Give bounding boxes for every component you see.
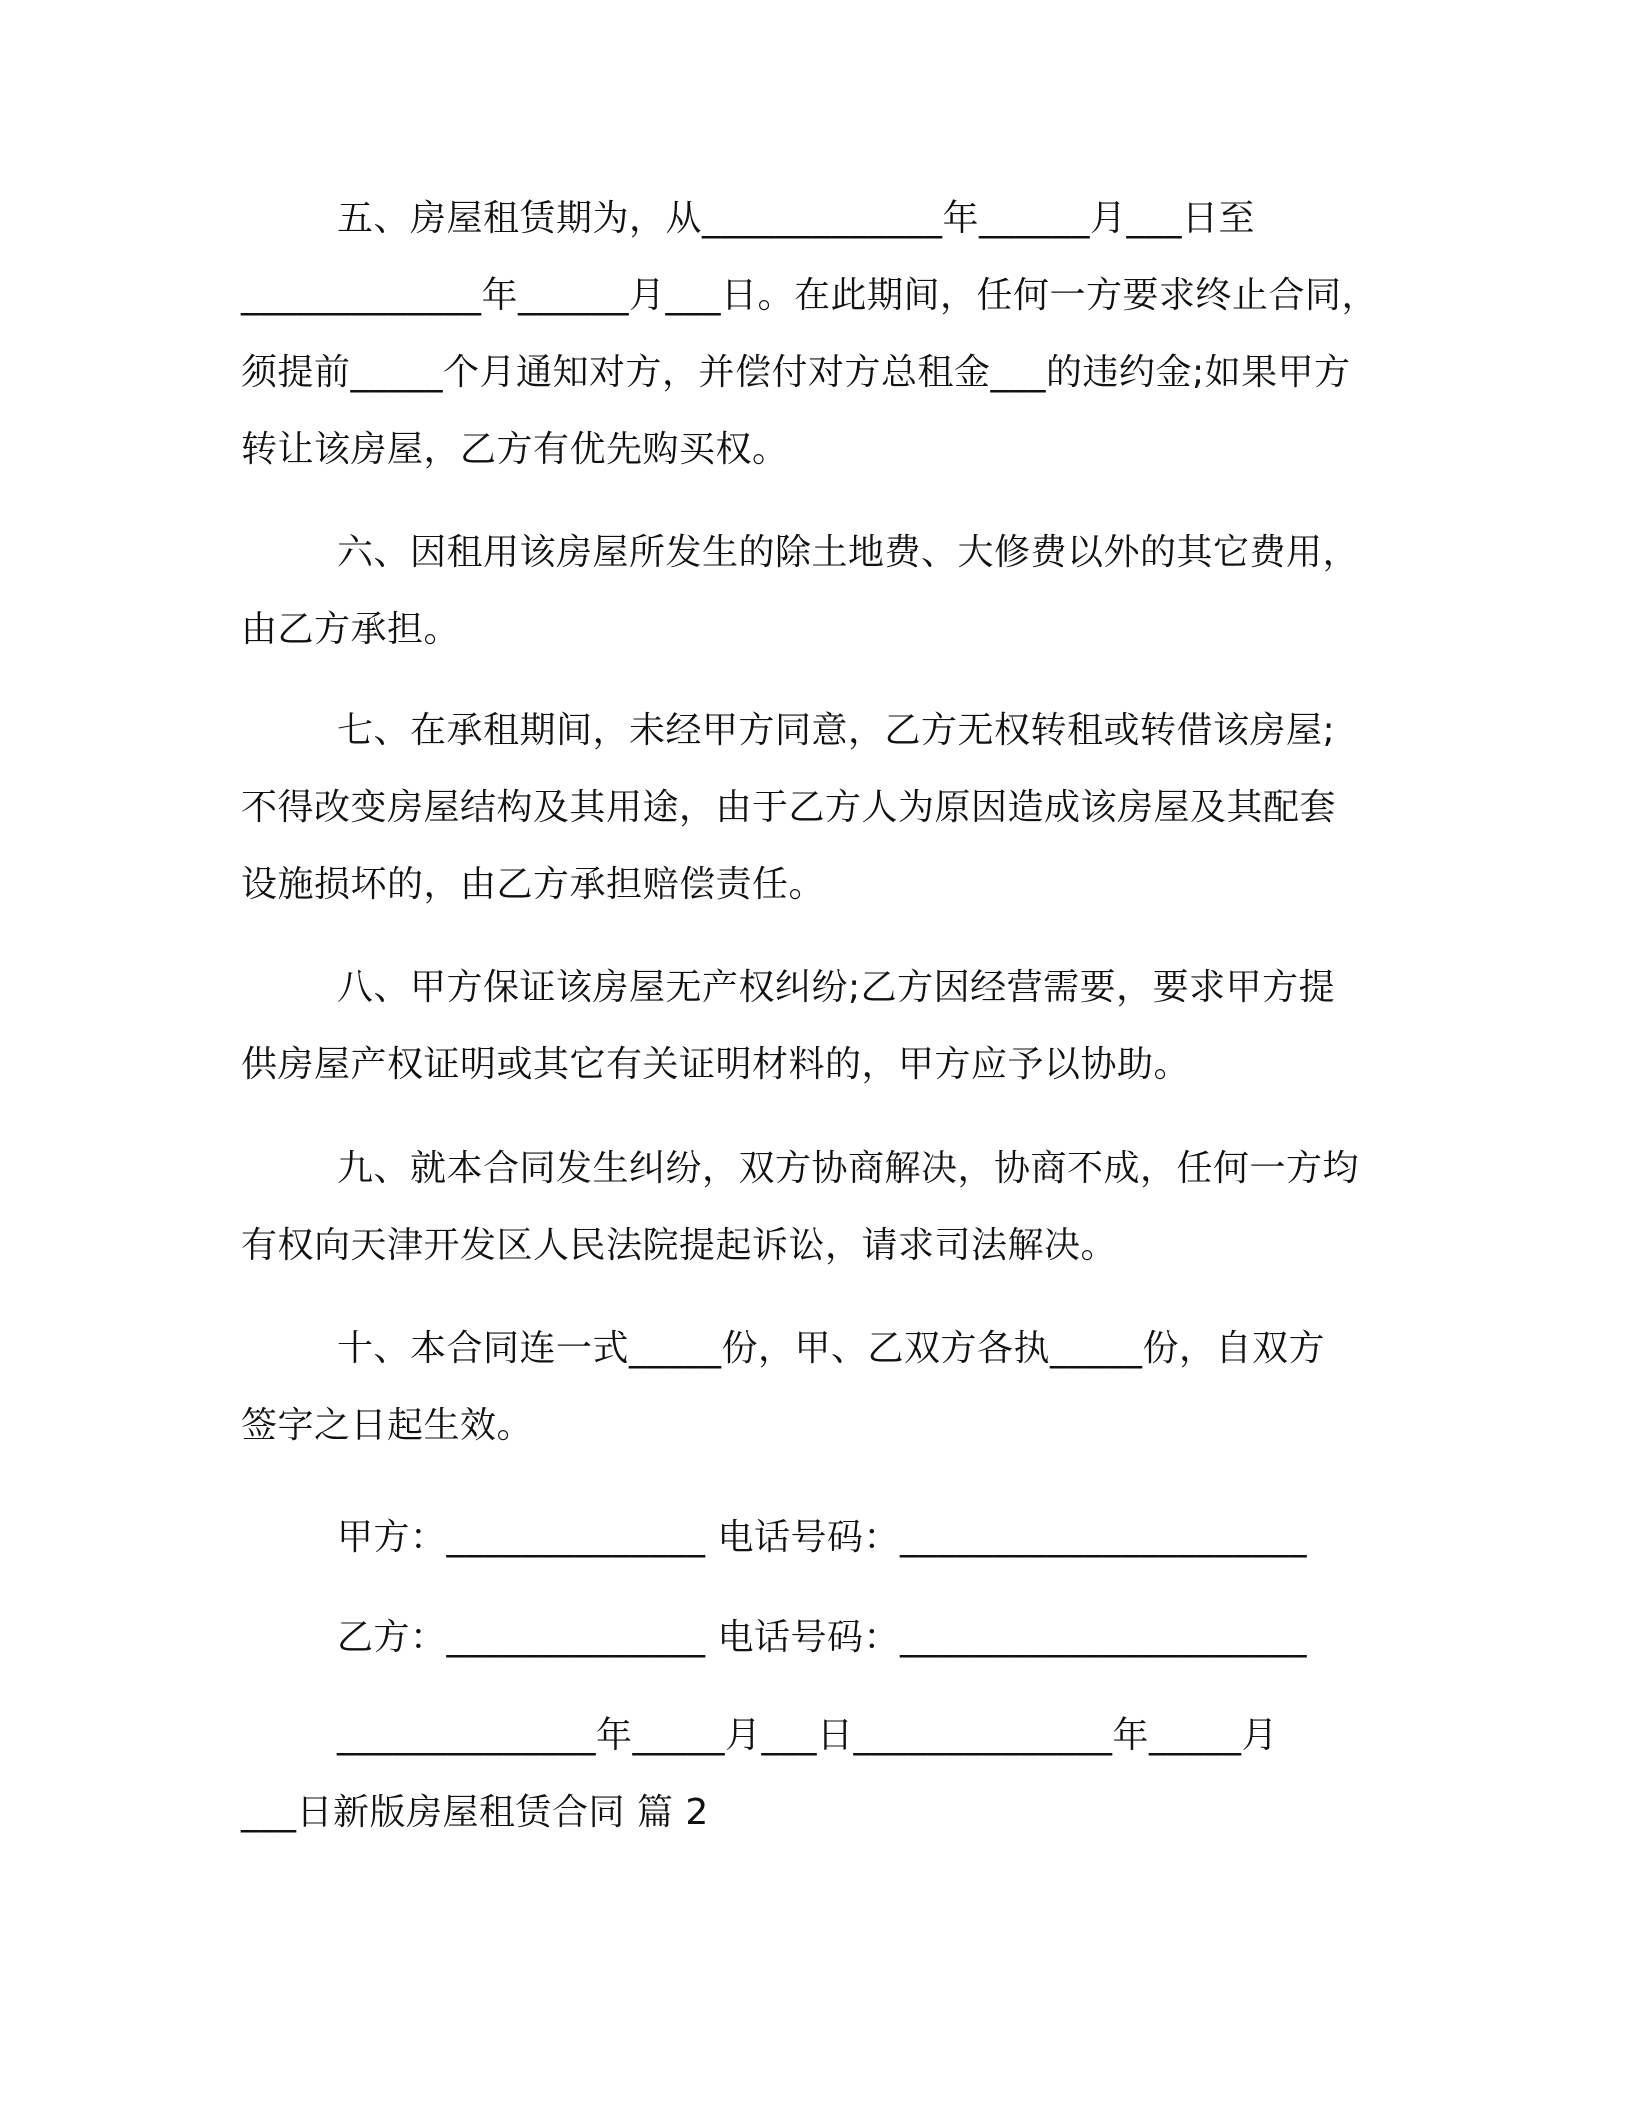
clause-8-line-2: 供房屋产权证明或其它有关证明材料的，甲方应予以协助。	[241, 1044, 1191, 1085]
clause-10-line-1: 十、本合同连一式_____份，甲、乙双方各执_____份，自双方	[337, 1328, 1326, 1369]
clause-7-line-2: 不得改变房屋结构及其用途，由于乙方人为原因造成该房屋及其配套	[241, 787, 1337, 828]
clause-5	[241, 180, 1421, 488]
clause-5-line-4: 转让该房屋，乙方有优先购买权。	[241, 429, 789, 470]
party-a-line	[241, 1499, 1421, 1576]
clause-7-line-1: 七、在承租期间，未经甲方同意，乙方无权转租或转借该房屋;	[337, 710, 1336, 751]
clause-7-line-3: 设施损坏的，由乙方承担赔偿责任。	[241, 864, 826, 905]
clause-6	[241, 514, 1421, 668]
clause-6-line-1: 六、因租用该房屋所发生的除土地费、大修费以外的其它费用，	[337, 532, 1360, 573]
clause-9-line-2: 有权向天津开发区人民法院提起诉讼，请求司法解决。	[241, 1225, 1118, 1266]
clause-9	[241, 1130, 1421, 1284]
clause-9-line-1: 九、就本合同发生纠纷，双方协商解决，协商不成，任何一方均	[337, 1148, 1360, 1189]
clause-5-line-3: 须提前_____个月通知对方，并偿付对方总租金___的违约金;如果甲方	[241, 352, 1351, 393]
date-line	[241, 1697, 1421, 1851]
date-line-2: ___日新版房屋租赁合同 篇 2	[241, 1792, 709, 1833]
clause-6-line-2: 由乙方承担。	[241, 609, 461, 650]
party-b-text: 乙方：______________ 电话号码：______________________	[337, 1617, 1307, 1658]
clause-8-line-1: 八、甲方保证该房屋无产权纠纷;乙方因经营需要，要求甲方提	[337, 967, 1336, 1008]
clause-10	[241, 1310, 1421, 1464]
clause-5-line-2: _____________年______月___日。在此期间，任何一方要求终止合同，	[241, 275, 1379, 316]
clause-5-line-1: 五、房屋租赁期为，从_____________年______月___日至	[337, 198, 1256, 239]
clause-8	[241, 949, 1421, 1103]
party-a-text: 甲方：______________ 电话号码：______________________	[337, 1517, 1307, 1558]
party-b-line	[241, 1599, 1421, 1676]
clause-10-line-2: 签字之日起生效。	[241, 1405, 534, 1446]
date-line-1: ______________年_____月___日______________年_____月	[337, 1715, 1278, 1756]
clause-7	[241, 692, 1421, 923]
